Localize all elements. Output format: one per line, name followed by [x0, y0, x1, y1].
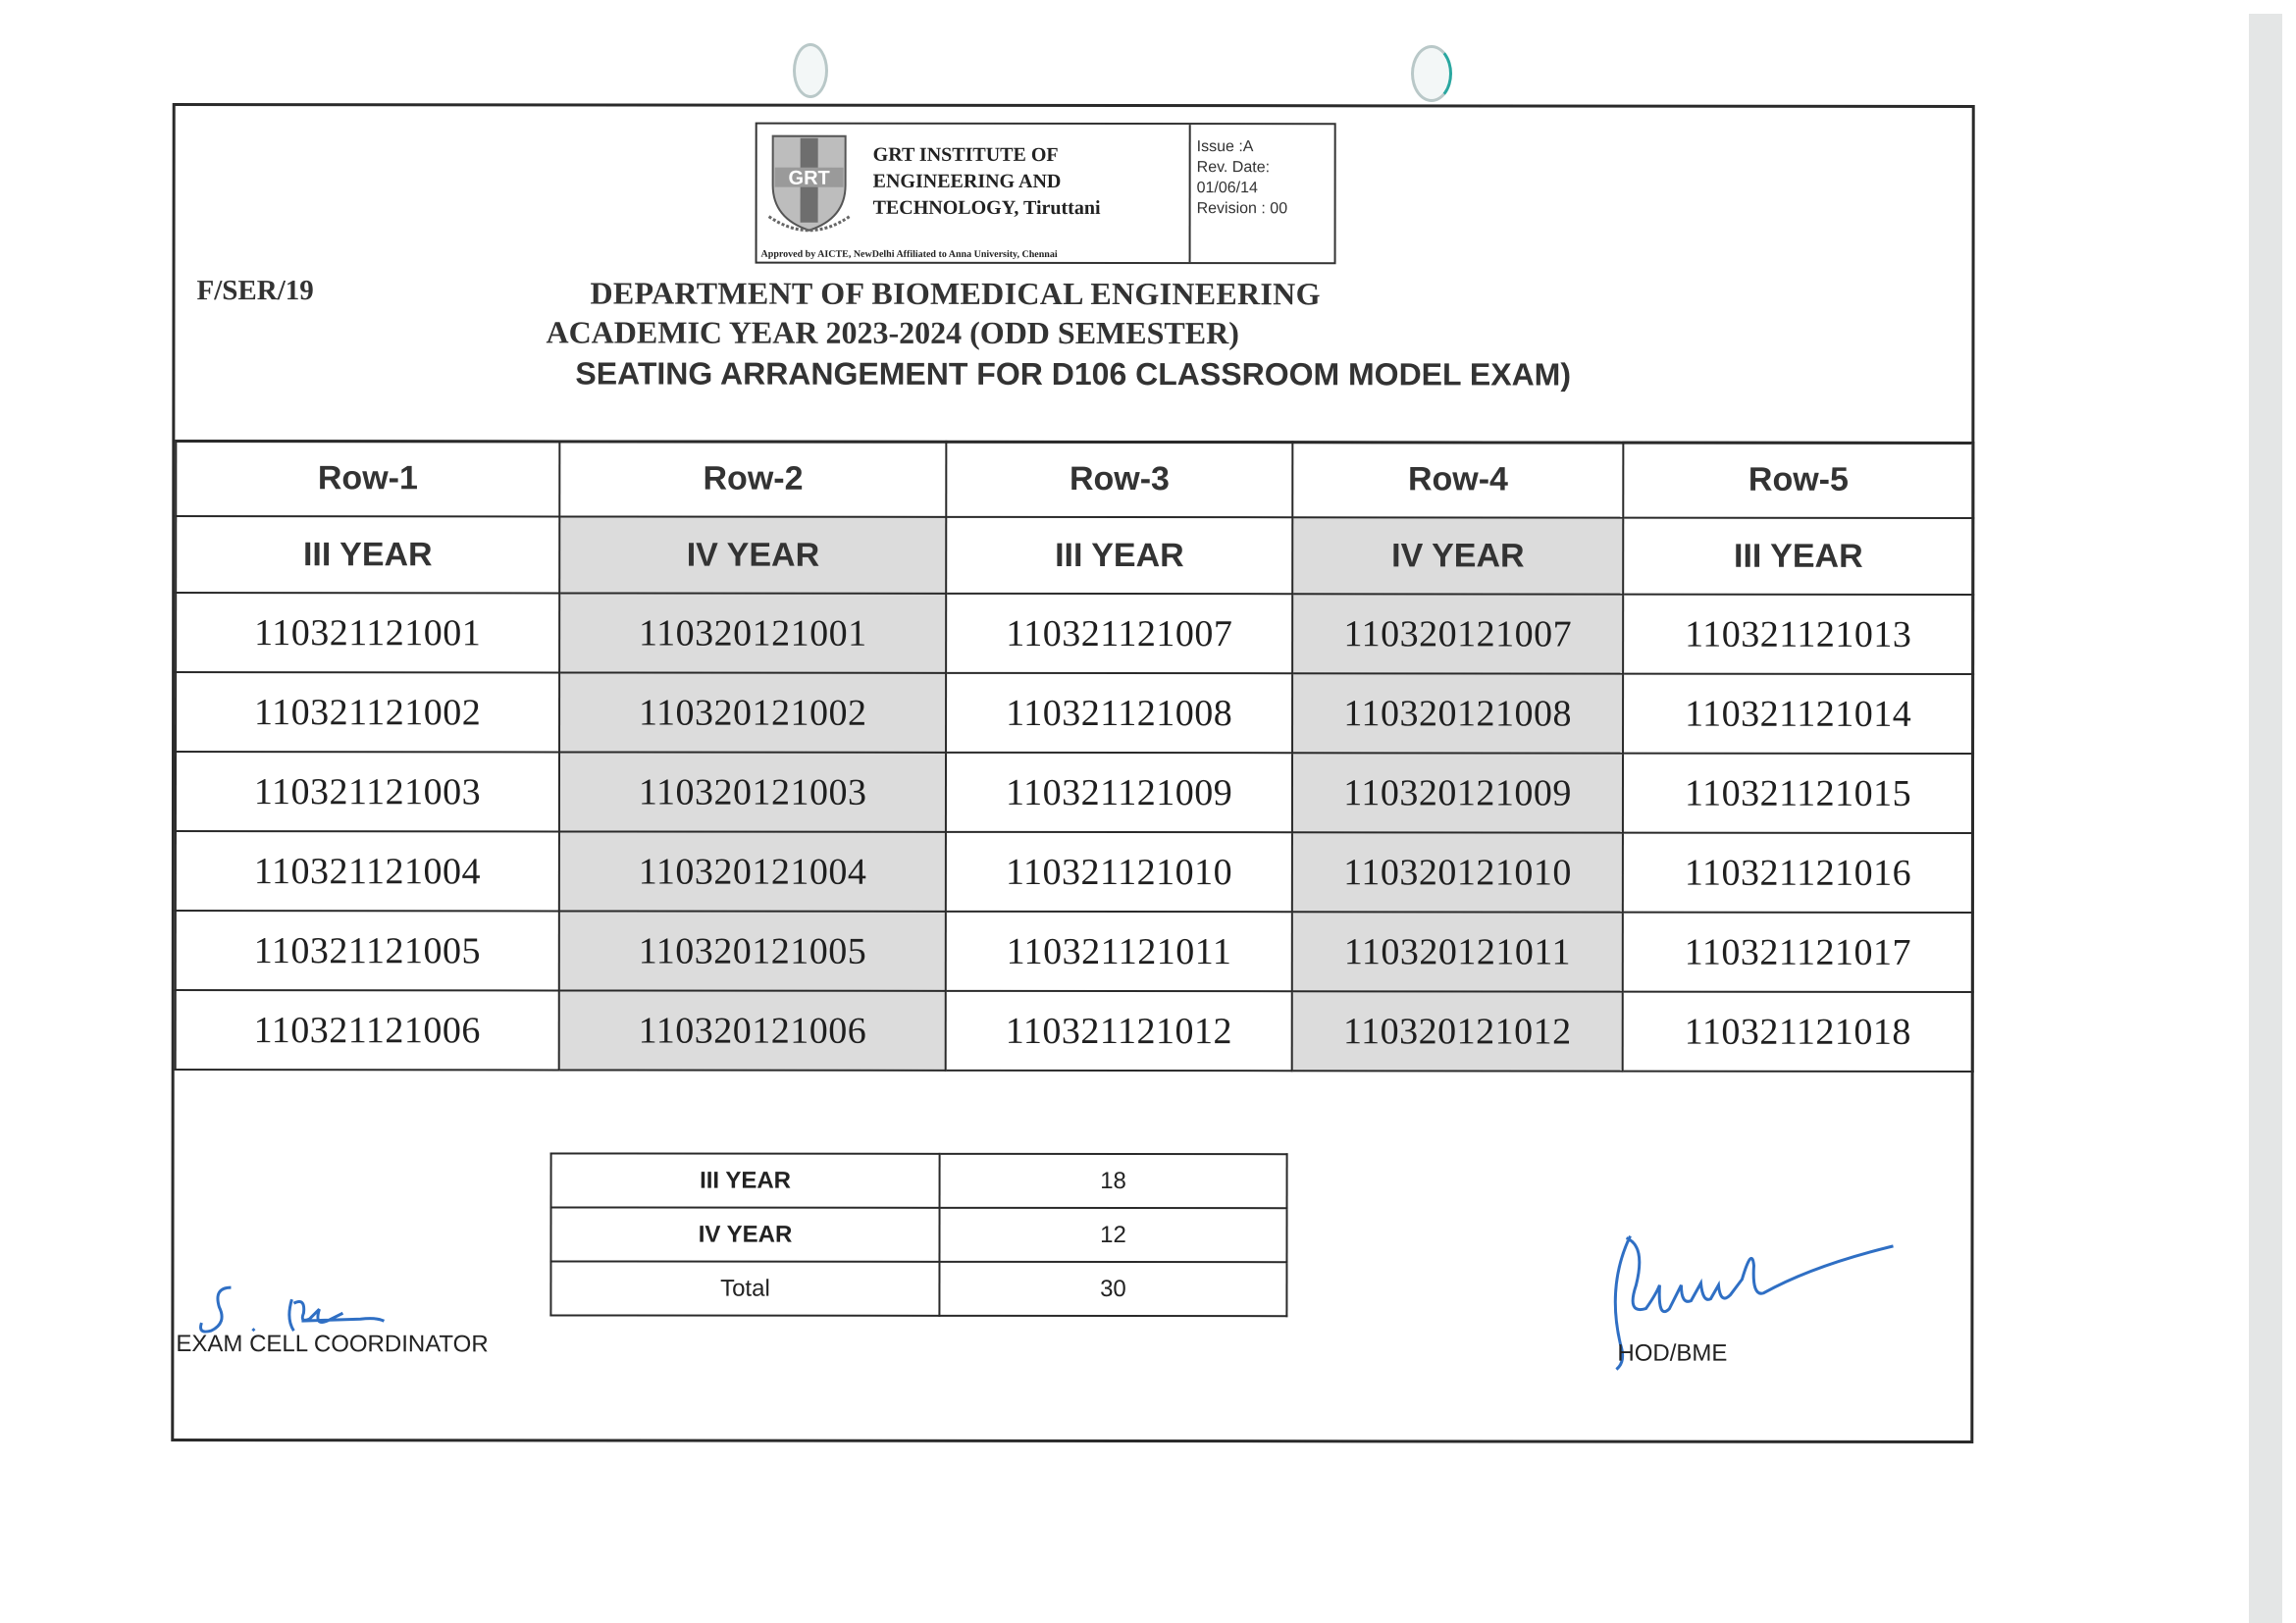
row-label: Row-3 — [947, 442, 1293, 517]
summary-label: III YEAR — [551, 1153, 940, 1207]
register-number-cell: 110320121005 — [559, 911, 946, 990]
academic-year: ACADEMIC YEAR 2023-2024 (ODD SEMESTER) — [546, 314, 1239, 351]
row-label: Row-4 — [1292, 442, 1623, 517]
summary-value: 12 — [939, 1208, 1286, 1262]
institution-block — [757, 125, 1191, 262]
register-number-cell: 110321121005 — [176, 911, 559, 990]
institution-name-line: TECHNOLOGY, Tiruttani — [872, 196, 1101, 220]
scan-edge-strip — [2249, 14, 2282, 1623]
table-row — [176, 752, 1973, 833]
issue-text: Issue :A — [1196, 138, 1254, 156]
register-number-cell: 110321121002 — [176, 672, 559, 752]
register-number-cell: 110321121016 — [1623, 833, 1973, 913]
summary-table — [549, 1152, 1287, 1317]
institution-name — [873, 142, 1101, 222]
document-frame — [171, 103, 1974, 1443]
register-number-cell: 110321121006 — [176, 990, 559, 1070]
year-label: IV YEAR — [1292, 517, 1623, 594]
register-number-cell: 110321121010 — [946, 832, 1292, 912]
register-number-cell: 110321121008 — [946, 673, 1292, 753]
revision-info — [1191, 125, 1334, 262]
summary-row — [551, 1153, 1287, 1208]
register-number-cell: 110321121012 — [946, 991, 1292, 1071]
row-label: Row-2 — [559, 441, 946, 516]
hod-label: HOD/BME — [1617, 1339, 1728, 1367]
institution-letterhead — [756, 123, 1336, 265]
summary-value: 18 — [940, 1154, 1287, 1208]
year-label: III YEAR — [1623, 518, 1973, 595]
department-title: DEPARTMENT OF BIOMEDICAL ENGINEERING — [590, 275, 1321, 312]
institution-name-line: ENGINEERING AND — [872, 170, 1062, 192]
register-number-cell: 110321121003 — [176, 752, 559, 831]
grt-crest-icon — [763, 129, 856, 238]
revision-text: Revision : 00 — [1196, 200, 1288, 218]
register-number-cell: 110320121001 — [559, 593, 946, 672]
year-label: III YEAR — [946, 517, 1292, 594]
register-number-cell: 110320121011 — [1292, 912, 1623, 991]
register-number-cell: 110320121008 — [1292, 673, 1623, 753]
approval-text: Approved by AICTE, NewDelhi Affiliated to Anna University, Chennai — [760, 248, 1058, 260]
year-header — [176, 516, 1973, 595]
register-number-cell: 110320121012 — [1292, 991, 1623, 1071]
form-code: F/SER/19 — [196, 275, 314, 307]
register-number-cell: 110320121007 — [1292, 594, 1623, 673]
table-row — [176, 990, 1973, 1072]
register-number-cell: 110320121009 — [1292, 753, 1623, 832]
register-number-cell: 110321121017 — [1623, 913, 1973, 992]
register-number-cell: 110321121011 — [946, 912, 1292, 991]
svg-text:GRT: GRT — [788, 167, 830, 189]
register-number-cell: 110321121013 — [1623, 595, 1973, 674]
register-number-cell: 110321121014 — [1623, 674, 1973, 754]
punch-hole-left — [793, 43, 828, 98]
summary-row — [550, 1207, 1286, 1262]
row-label: Row-5 — [1623, 443, 1973, 518]
register-number-cell: 110321121015 — [1623, 754, 1973, 833]
row-label: Row-1 — [176, 441, 559, 516]
summary-label: Total — [550, 1261, 939, 1315]
row-header — [176, 441, 1973, 518]
institution-name-line: GRT INSTITUTE OF — [872, 143, 1059, 166]
exam-cell-coordinator-label: EXAM CELL COORDINATOR — [176, 1331, 489, 1358]
register-number-cell: 110320121004 — [559, 831, 946, 911]
seating-table — [175, 440, 1975, 1073]
register-number-cell: 110321121001 — [176, 593, 559, 672]
table-row — [176, 911, 1973, 992]
punch-hole-right — [1411, 45, 1452, 102]
register-number-cell: 110320121006 — [559, 990, 946, 1070]
register-number-cell: 110321121018 — [1623, 992, 1973, 1072]
table-row — [176, 672, 1973, 754]
year-label: III YEAR — [176, 516, 559, 593]
table-row — [176, 831, 1973, 913]
page-title: SEATING ARRANGEMENT FOR D106 CLASSROOM MODEL EXAM) — [575, 355, 1572, 393]
register-number-cell: 110321121009 — [946, 753, 1292, 832]
summary-row — [550, 1261, 1286, 1316]
summary-value: 30 — [939, 1262, 1286, 1316]
register-number-cell: 110320121003 — [559, 752, 946, 831]
year-label: IV YEAR — [559, 516, 946, 593]
register-number-cell: 110320121010 — [1292, 832, 1623, 912]
register-number-cell: 110320121002 — [559, 672, 946, 752]
register-number-cell: 110321121004 — [176, 831, 559, 911]
rev-date-text: Rev. Date: 01/06/14 — [1196, 159, 1271, 197]
register-number-cell: 110321121007 — [946, 594, 1292, 673]
table-row — [176, 593, 1973, 674]
summary-label: IV YEAR — [550, 1207, 939, 1261]
